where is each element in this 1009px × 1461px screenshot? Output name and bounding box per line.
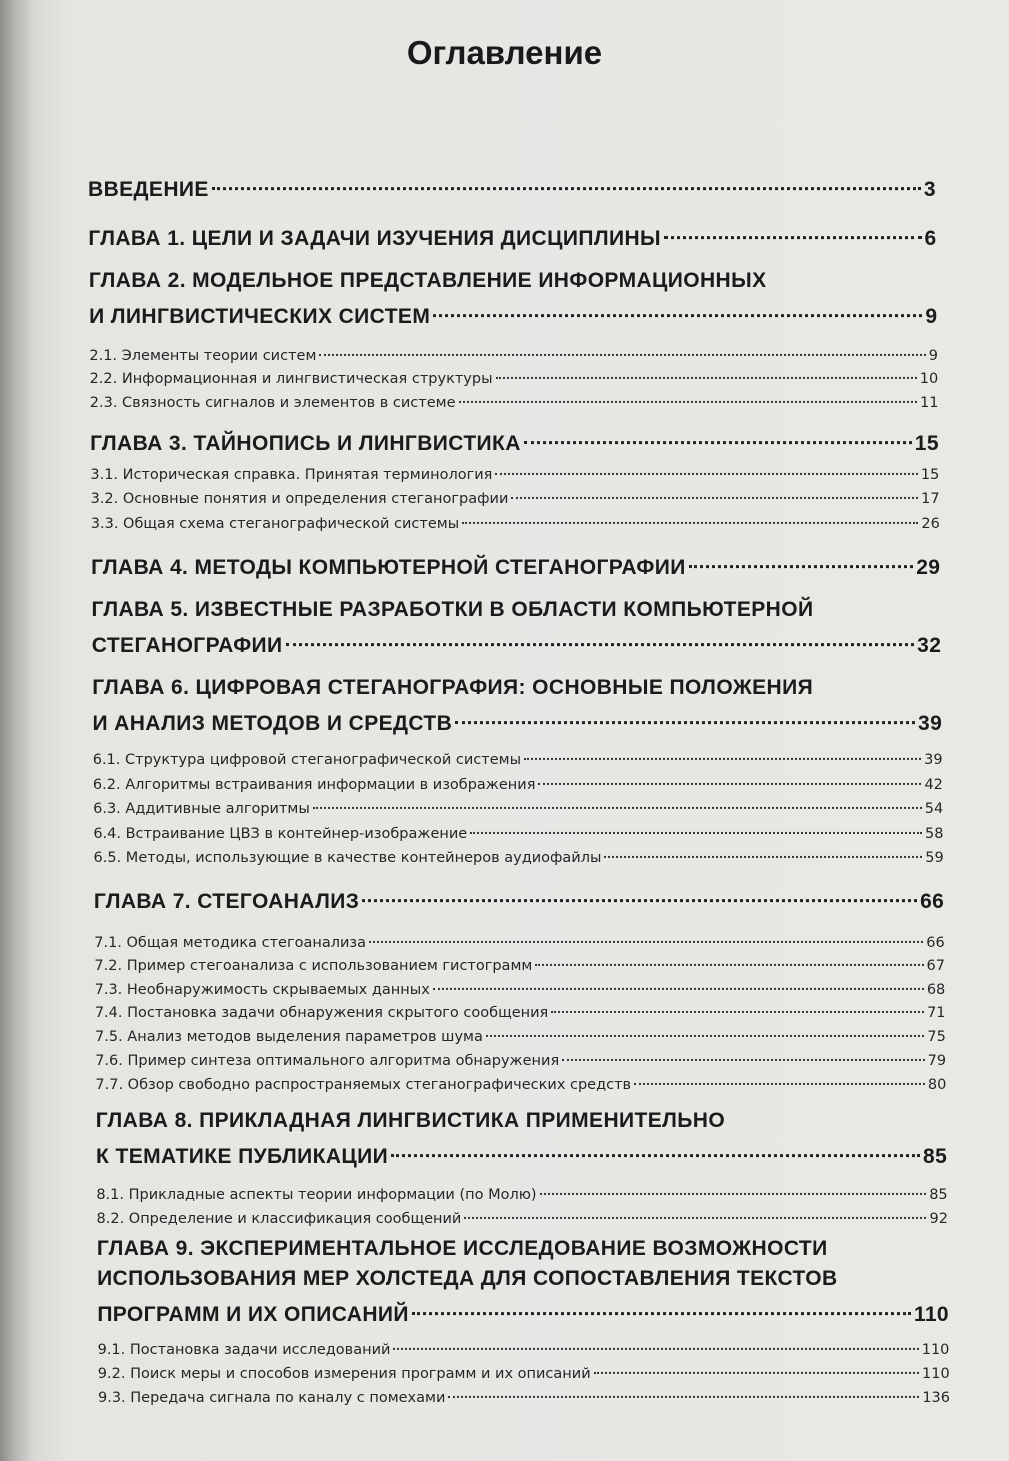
page-number: 75	[927, 1029, 946, 1045]
toc-section-entry	[93, 773, 943, 794]
toc-section-entry	[98, 1386, 950, 1407]
chapter-title-line: ГЛАВА 9. ЭКСПЕРИМЕНТАЛЬНОЕ ИССЛЕДОВАНИЕ ВОЗМОЖНОСТИ	[96, 1237, 828, 1260]
dot-leader	[524, 420, 912, 444]
section-title: 8.1. Прикладные аспекты теории информации (по Молю)	[96, 1187, 537, 1203]
toc-section-entry	[95, 978, 946, 999]
dot-leader	[212, 166, 921, 190]
chapter-title-line: ГЛАВА 6. ЦИФРОВАЯ СТЕГАНОГРАФИЯ: ОСНОВНЫЕ ПОЛОЖЕНИЯ	[92, 676, 814, 699]
dot-leader	[604, 841, 922, 858]
chapter-title: ПРОГРАММ И ИХ ОПИСАНИЙ	[97, 1303, 409, 1326]
dot-leader	[362, 878, 917, 902]
dot-leader	[524, 743, 921, 760]
dot-leader	[594, 1357, 919, 1374]
page-number: 39	[924, 752, 943, 768]
page-title: Оглавление	[406, 34, 603, 71]
section-title: 7.4. Постановка задачи обнаружения скрытого сообщения	[94, 1005, 549, 1021]
dot-leader	[391, 1133, 920, 1157]
page-number: 59	[925, 850, 944, 866]
page-number: 85	[923, 1145, 948, 1168]
toc-section-entry	[91, 512, 940, 533]
toc-section-entry	[93, 822, 943, 843]
dot-leader	[455, 700, 915, 724]
page-number: 26	[921, 516, 940, 532]
section-title: 2.1. Элементы теории систем	[89, 348, 317, 364]
page-number: 110	[921, 1342, 950, 1358]
page-number: 9	[925, 305, 938, 328]
dot-leader	[634, 1068, 925, 1085]
page-number: 3	[923, 178, 937, 201]
dot-leader	[433, 973, 924, 990]
page-number: 29	[916, 556, 941, 579]
toc-chapter-entry	[91, 550, 940, 580]
section-title: 8.2. Определение и классификация сообщений	[96, 1211, 462, 1227]
page-number: 42	[924, 777, 943, 793]
dot-leader	[464, 1202, 926, 1219]
page-number: 79	[927, 1053, 947, 1069]
section-title: 7.5. Анализ методов выделения параметров шума	[95, 1029, 483, 1045]
section-title: 3.3. Общая схема стеганографической системы	[90, 516, 460, 532]
dot-leader	[433, 293, 922, 317]
chapter-title: СТЕГАНОГРАФИИ	[91, 634, 283, 657]
page-number: 9	[928, 348, 938, 364]
toc-section-entry	[89, 344, 938, 365]
toc-chapter-entry	[97, 1297, 949, 1327]
section-title: 3.2. Основные понятия и определения стеганографии	[90, 491, 509, 507]
dot-leader	[319, 339, 925, 356]
page-number: 15	[920, 467, 940, 483]
dot-leader	[540, 1178, 927, 1195]
toc-chapter-entry	[89, 299, 937, 329]
section-title: 6.2. Алгоритмы встраивания информации в изображения	[92, 777, 536, 793]
toc-section-entry	[95, 1001, 946, 1022]
page-number: 58	[925, 826, 944, 842]
page-number: 15	[914, 432, 939, 455]
toc-section-entry	[93, 748, 943, 769]
chapter-title-line: ГЛАВА 2. МОДЕЛЬНОЕ ПРЕДСТАВЛЕНИЕ ИНФОРМАЦИОННЫХ	[88, 269, 767, 292]
toc-chapter-entry	[92, 706, 942, 736]
dot-leader	[535, 949, 923, 966]
section-title: 9.1. Постановка задачи исследований	[97, 1342, 391, 1358]
page-number: 92	[929, 1211, 948, 1227]
chapter-title: К ТЕМАТИКЕ ПУБЛИКАЦИИ	[96, 1145, 389, 1168]
chapter-title: И ЛИНГВИСТИЧЕСКИХ СИСТЕМ	[89, 305, 431, 328]
dot-leader	[448, 1381, 919, 1398]
toc-section-entry	[94, 931, 944, 952]
toc-chapter-entry	[92, 628, 942, 658]
dot-leader	[551, 996, 924, 1013]
page-number: 66	[920, 890, 945, 913]
toc-chapter-entry	[88, 221, 936, 251]
dot-leader	[462, 507, 918, 524]
dot-leader	[459, 386, 918, 403]
page-number: 32	[917, 634, 942, 657]
chapter-title-line: ГЛАВА 5. ИЗВЕСТНЫЕ РАЗРАБОТКИ В ОБЛАСТИ КОМПЬЮТЕРНОЙ	[91, 598, 814, 621]
page-number: 39	[918, 712, 943, 735]
section-title: 2.3. Связность сигналов и элементов в системе	[89, 395, 456, 411]
toc-section-entry	[90, 463, 939, 484]
section-title: 9.2. Поиск меры и способов измерения программ и их описаний	[97, 1366, 591, 1382]
dot-leader	[495, 458, 917, 475]
chapter-title-line: ГЛАВА 8. ПРИКЛАДНАЯ ЛИНГВИСТИКА ПРИМЕНИТЕЛЬНО	[95, 1109, 726, 1132]
toc-section-entry	[95, 1049, 946, 1070]
page-number: 85	[929, 1187, 948, 1203]
page-number: 11	[920, 395, 939, 411]
toc-section-entry	[94, 954, 945, 975]
dot-leader	[486, 1020, 925, 1036]
section-title: 3.1. Историческая справка. Принятая терминология	[90, 467, 493, 483]
page-number: 136	[922, 1390, 950, 1406]
toc-section-entry	[95, 1025, 946, 1046]
dot-leader	[511, 482, 918, 499]
dot-leader	[313, 792, 922, 809]
dot-leader	[369, 926, 923, 943]
section-title: 9.3. Передача сигнала по каналу с помехами	[98, 1390, 446, 1406]
dot-leader	[393, 1333, 918, 1350]
section-title: 7.1. Общая методика стегоанализа	[94, 935, 366, 951]
page-number: 54	[924, 801, 944, 817]
toc-chapter-entry	[96, 1139, 947, 1169]
section-title: 6.5. Методы, использующие в качестве контейнеров аудиофайлы	[93, 850, 602, 866]
section-title: 7.6. Пример синтеза оптимального алгоритма обнаружения	[95, 1053, 560, 1069]
toc-section-entry	[91, 487, 940, 508]
dot-leader	[412, 1291, 911, 1315]
toc-section-entry	[90, 367, 939, 388]
section-title: 2.2. Информационная и лингвистическая структуры	[89, 371, 493, 387]
toc-section-entry	[93, 797, 943, 818]
chapter-title-line: ИСПОЛЬЗОВАНИЯ МЕР ХОЛСТЕДА ДЛЯ СОПОСТАВЛЕНИЯ ТЕКСТОВ	[97, 1267, 838, 1290]
page-number: 6	[924, 227, 937, 250]
toc-section-entry	[98, 1338, 950, 1359]
page-number: 67	[926, 958, 945, 974]
dot-leader	[470, 817, 922, 834]
section-title: 7.7. Обзор свободно распространяемых стеганографических средств	[95, 1077, 632, 1093]
toc-chapter-entry	[94, 884, 944, 914]
dot-leader	[286, 622, 915, 646]
chapter-title: И АНАЛИЗ МЕТОДОВ И СРЕДСТВ	[92, 712, 453, 735]
toc-chapter-entry	[90, 426, 939, 456]
section-title: 6.4. Встраивание ЦВЗ в контейнер-изображение	[93, 826, 468, 842]
section-title: 7.3. Необнаружимость скрываемых данных	[94, 982, 430, 998]
dot-leader	[664, 215, 922, 239]
page-number: 71	[927, 1005, 946, 1021]
toc-section-entry	[90, 391, 939, 412]
page-number: 110	[922, 1366, 950, 1382]
chapter-title: ГЛАВА 4. МЕТОДЫ КОМПЬЮТЕРНОЙ СТЕГАНОГРАФИИ	[91, 556, 686, 579]
toc-section-entry	[94, 846, 944, 867]
chapter-title: ГЛАВА 7. СТЕГОАНАЛИЗ	[93, 890, 360, 913]
chapter-title: ГЛАВА 3. ТАЙНОПИСЬ И ЛИНГВИСТИКА	[90, 432, 521, 455]
page-number: 110	[913, 1303, 950, 1326]
page-number: 80	[927, 1077, 947, 1093]
toc-section-entry	[95, 1073, 946, 1094]
dot-leader	[538, 768, 921, 785]
toc-section-entry	[96, 1183, 947, 1204]
dot-leader	[562, 1044, 924, 1061]
toc-chapter-entry	[88, 172, 936, 202]
page-number: 10	[919, 371, 939, 387]
toc-section-entry	[97, 1207, 948, 1228]
dot-leader	[689, 544, 914, 568]
dot-leader	[496, 362, 917, 379]
page-number: 17	[921, 491, 940, 507]
chapter-title: ВВЕДЕНИЕ	[88, 178, 209, 201]
chapter-title: ГЛАВА 1. ЦЕЛИ И ЗАДАЧИ ИЗУЧЕНИЯ ДИСЦИПЛИНЫ	[88, 227, 661, 250]
toc-section-entry	[98, 1362, 950, 1383]
section-title: 6.3. Аддитивные алгоритмы	[93, 801, 310, 817]
page-number: 66	[926, 935, 945, 951]
section-title: 7.2. Пример стегоанализа с использованием гистограмм	[94, 958, 533, 974]
page-number: 68	[926, 982, 946, 998]
section-title: 6.1. Структура цифровой стеганографической системы	[92, 752, 522, 768]
